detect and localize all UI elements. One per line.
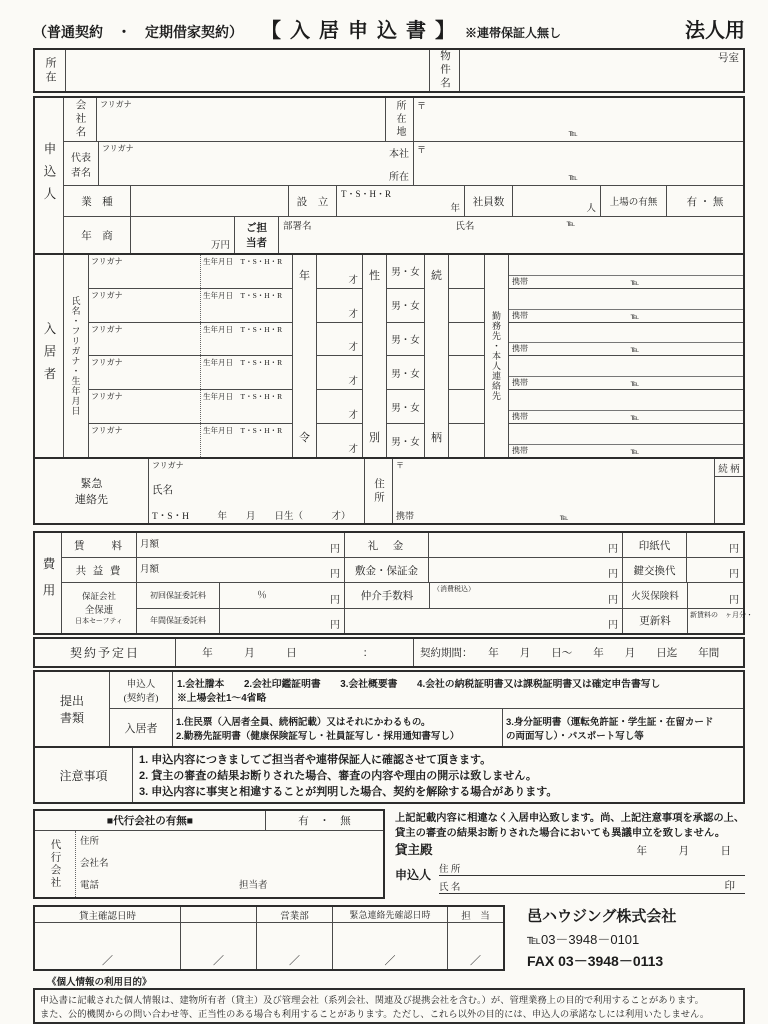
- privacy-box: 申込書に記載された個人情報は、建物所有者（貸主）及び管理会社（系列会社、関連及び提携会社を含む。）が、管理業務上の目的で利用することがあります。 また、公的機関からの問い合わせ等、正当性のある場合も利用することがあります。ただし、これら以外の目的には、申込人の承諾なしには利用いたしません。: [33, 988, 745, 1024]
- documents-applicant-label: 申込人 (契約者): [123, 680, 159, 704]
- declaration-date: 年 月 日: [636, 846, 731, 857]
- rent-label: 賃 料: [74, 540, 124, 552]
- resident-section: [35, 253, 743, 457]
- documents-section: [35, 672, 743, 746]
- notes-section: [35, 746, 743, 802]
- workplace-column-label: 勤務先・本人連絡先: [484, 255, 508, 457]
- agency-company-field: 会社名: [80, 859, 109, 869]
- furigana-label: フリガナ: [100, 100, 132, 109]
- declaration-address-line: 住 所: [439, 860, 745, 876]
- confirm-cell: ／: [256, 923, 332, 969]
- age-cells: 才 才 才 才 才 才: [316, 255, 362, 457]
- resident-row-name: フリガナ 生年月日 T・S・H・R: [89, 289, 292, 323]
- resident-row-name: フリガナ 生年月日 T・S・H・R: [89, 424, 292, 457]
- company-tel: ℡03－3948－0101: [527, 932, 640, 947]
- emergency-address-field: 〒 携帯 ℡: [392, 459, 714, 523]
- key-exchange-field: 円: [686, 558, 743, 582]
- property-name-label: 物件名: [429, 50, 459, 91]
- landlord-confirm-header: 貸主確認日時: [78, 911, 136, 922]
- notes-list: 1. 申込内容につきましてご担当者や連帯保証人に確認させて頂きます。 2. 貸主の審査の結果お断りされた場合、審査の内容や理由の開示は致しません。 3. 申込内容に事実と相違することが判明した場合、契約を解除する場合があります。: [132, 748, 743, 802]
- emergency-relation-column: [714, 459, 743, 523]
- established-label: 設 立: [288, 186, 336, 216]
- property-location-label: 所在: [44, 56, 56, 85]
- relation-cells: [448, 255, 484, 457]
- stamp-fee-field: 円: [686, 533, 743, 557]
- company-address-label: 所在地: [385, 98, 413, 141]
- emergency-address-label: 住所: [364, 459, 392, 523]
- resident-row-name: フリガナ 生年月日 T・S・H・R: [89, 390, 292, 424]
- corporate-use-label: 法人用: [685, 20, 745, 42]
- fees-section-label: 費用: [41, 556, 55, 610]
- key-money-field: 円: [428, 533, 622, 557]
- stamp-fee-label: 印紙代: [622, 533, 686, 557]
- documents-applicant-list: 1.会社謄本 2.会社印鑑証明書 3.会社概要書 4.会社の納税証明書又は課税証明書又は確定申告書写し ※上場会社1〜4省略: [172, 672, 743, 708]
- emergency-name-label: 氏名: [152, 485, 173, 496]
- notes-section-label: 注意事項: [59, 768, 108, 783]
- emergency-birth-label: T・S・H 年 月 日生（ 才）: [152, 512, 351, 522]
- agency-phone-field: 電話 担当者: [76, 875, 383, 897]
- resident-row-name: フリガナ 生年月日 T・S・H・R: [89, 356, 292, 390]
- representative-label: 代表 者名: [71, 152, 91, 179]
- emergency-section-label: 緊急 連絡先: [75, 478, 108, 506]
- agency-address-field: 住所: [80, 837, 100, 847]
- man-yen-unit: 万円: [210, 241, 230, 251]
- industry-field: [130, 186, 288, 216]
- form-title: 【 入 居 申 込 書 】: [261, 20, 457, 42]
- deposit-field: 円: [428, 558, 622, 582]
- property-name-field: [459, 50, 743, 91]
- first-guarantee-fee-field: ％ 円: [219, 583, 344, 608]
- key-exchange-label: 鍵交換代: [622, 558, 686, 582]
- brokerage-label: 仲介手数料: [360, 590, 414, 602]
- confirm-cell: ／: [332, 923, 447, 969]
- declaration-line1: 上記記載内容に相違なく入居申込致します。尚、上記注意事項を承認の上、: [395, 813, 745, 824]
- industry-label: 業 種: [81, 196, 113, 208]
- emergency-name-field: フリガナ 氏名 T・S・H 年 月 日生（ 才）: [148, 459, 364, 523]
- privacy-title: 《個人情報の利用目的》: [47, 977, 152, 988]
- agency-options: 有 ・ 無: [265, 811, 383, 830]
- fire-insurance-label: 火災保険料: [631, 592, 679, 603]
- declaration-applicant-label: 申込人: [395, 868, 432, 882]
- department-label: 部署名: [283, 222, 312, 232]
- name-label: 氏名: [455, 222, 475, 232]
- resident-row-name: フリガナ 生年月日 T・S・H・R: [89, 323, 292, 357]
- company-fax: FAX 03－3948－0113: [527, 953, 664, 969]
- common-fee-label: 共 益 費: [75, 565, 123, 577]
- postal-mark: 〒: [417, 145, 427, 155]
- declaration-name-line: 氏 名 印: [439, 876, 745, 894]
- confirmation-table: [33, 905, 505, 971]
- room-number-label: 号室: [718, 53, 739, 64]
- tel-label: ℡: [568, 172, 578, 182]
- applicant-section-label: 申込人: [42, 141, 56, 210]
- agency-person-label: 担当者: [239, 881, 268, 891]
- company-name-label: 会社名: [74, 99, 86, 140]
- contract-date-section: [33, 637, 745, 668]
- resident-name-column: [88, 255, 292, 457]
- tel-label: ℡: [568, 128, 578, 138]
- first-guarantee-fee-label: 初回保証委託料: [150, 590, 206, 600]
- emergency-section: [35, 457, 743, 523]
- head-office-label: 本社 所在: [389, 148, 409, 183]
- agency-section: [33, 809, 385, 899]
- confirm-cell: ／: [180, 923, 256, 969]
- guarantee-company-label: 保証会社 全保連 日本セーフティ: [75, 591, 123, 625]
- property-location-field: [65, 50, 429, 91]
- brokerage-field: （消費税込） 円: [429, 583, 622, 608]
- emergency-relation-label: 続 柄: [715, 459, 743, 477]
- company-address-field: [413, 98, 743, 141]
- contact-person-field: [278, 217, 743, 253]
- blank-header: [180, 907, 256, 922]
- confirm-cell: ／: [447, 923, 503, 969]
- age-column-label: 年 令: [292, 255, 316, 457]
- deposit-label: 敷金・保証金: [344, 558, 428, 582]
- contact-person-label: ご担 当者: [234, 217, 278, 253]
- annual-sales-label: 年 商: [81, 230, 113, 242]
- confirm-cell: ／: [102, 955, 113, 967]
- agency-section-label: 代行会社: [49, 839, 61, 889]
- annual-guarantee-fee-field: 円: [219, 609, 344, 634]
- declaration-section: [385, 809, 745, 899]
- annual-sales-field: [130, 217, 234, 253]
- rent-field: 月額 円: [136, 533, 344, 557]
- company-name-field: [96, 98, 385, 141]
- emergency-confirm-header: 緊急連絡先確認日時: [332, 907, 447, 922]
- agency-declaration-row: [33, 809, 745, 899]
- form-header: [33, 14, 745, 48]
- resident-row-name: フリガナ 生年月日 T・S・H・R: [89, 255, 292, 289]
- furigana-label: フリガナ: [102, 144, 134, 153]
- applicant-section: [35, 98, 743, 253]
- resident-section-label: 入居者: [42, 322, 56, 390]
- documents-resident-list-right: 3.身分証明書（運転免許証・学生証・在留カード の両面写し）・パスポート写し等: [502, 709, 743, 746]
- fire-insurance-field: 円: [687, 583, 743, 608]
- gender-column-label: 性 別: [362, 255, 386, 457]
- planned-date-label: 契約予定日: [69, 646, 140, 660]
- planned-date-field: 年 月 日 ：: [175, 639, 413, 666]
- contract-period-field: 契約期間： 年 月 日〜 年 月 日迄 年間: [413, 639, 743, 666]
- documents-resident-list-left: 1.住民票（入居者全員、続柄記載）又はそれにかわるもの。 2.勤務先証明書（健康保険証写し・社員証写し・採用通知書写し）: [172, 709, 502, 746]
- resident-columns-label: 氏名・フリガナ・生年月日: [63, 255, 88, 457]
- documents-section-label: 提出 書類: [59, 694, 84, 725]
- sales-dept-header: 営業部: [256, 907, 332, 922]
- common-fee-field: 月額 円: [136, 558, 344, 582]
- listed-options: 有 ・ 無: [666, 186, 743, 216]
- contract-type-options: （普通契約 ・ 定期借家契約）: [33, 24, 243, 40]
- no-guarantor-note: ※連帯保証人無し: [465, 26, 562, 40]
- key-money-label: 礼 金: [344, 533, 428, 557]
- applicant-resident-block: [33, 96, 745, 525]
- confirmation-row: [33, 905, 745, 971]
- renewal-fee-field: 新賃料の ヶ月分・: [687, 609, 743, 634]
- landlord-label: 貸主殿: [395, 843, 433, 857]
- tel-label: ℡: [566, 219, 576, 228]
- staff-header: 担 当: [447, 907, 503, 922]
- annual-guarantee-fee-label: 年間保証委託料: [150, 616, 206, 626]
- fees-section: [33, 531, 753, 635]
- privacy-section: [33, 974, 745, 1024]
- employees-label: 社員数: [464, 186, 512, 216]
- property-section: [33, 48, 745, 93]
- year-unit: 年: [450, 204, 460, 214]
- era-options: T・S・H・R: [341, 189, 392, 199]
- listed-label: 上場の有無: [600, 186, 666, 216]
- representative-field: [98, 142, 385, 185]
- contact-cells: 携帯 ℡ 携帯 ℡ 携帯 ℡ 携帯 ℡ 携帯 ℡ 携帯 ℡: [508, 255, 743, 457]
- company-name: 邑ハウジング株式会社: [527, 908, 677, 925]
- head-office-field: [413, 142, 743, 185]
- documents-resident-label: 入居者: [124, 722, 158, 735]
- postal-mark: 〒: [417, 101, 427, 111]
- employees-field: [512, 186, 600, 216]
- relation-column-label: 続 柄: [424, 255, 448, 457]
- agency-header-label: ■代行会社の有無■: [106, 815, 194, 827]
- established-field: [336, 186, 464, 216]
- seal-label: 印: [724, 881, 735, 892]
- renewal-fee-label: 更新料: [639, 616, 671, 628]
- gender-cells: 男・女 男・女 男・女 男・女 男・女 男・女: [386, 255, 424, 457]
- documents-notes-block: [33, 670, 745, 804]
- people-unit: 人: [586, 204, 596, 214]
- company-info: [505, 905, 676, 971]
- guarantee-extra-field: 円: [608, 620, 618, 631]
- declaration-line2: 貸主の審査の結果お断りされた場合においても異議申立を致しません。: [395, 828, 726, 839]
